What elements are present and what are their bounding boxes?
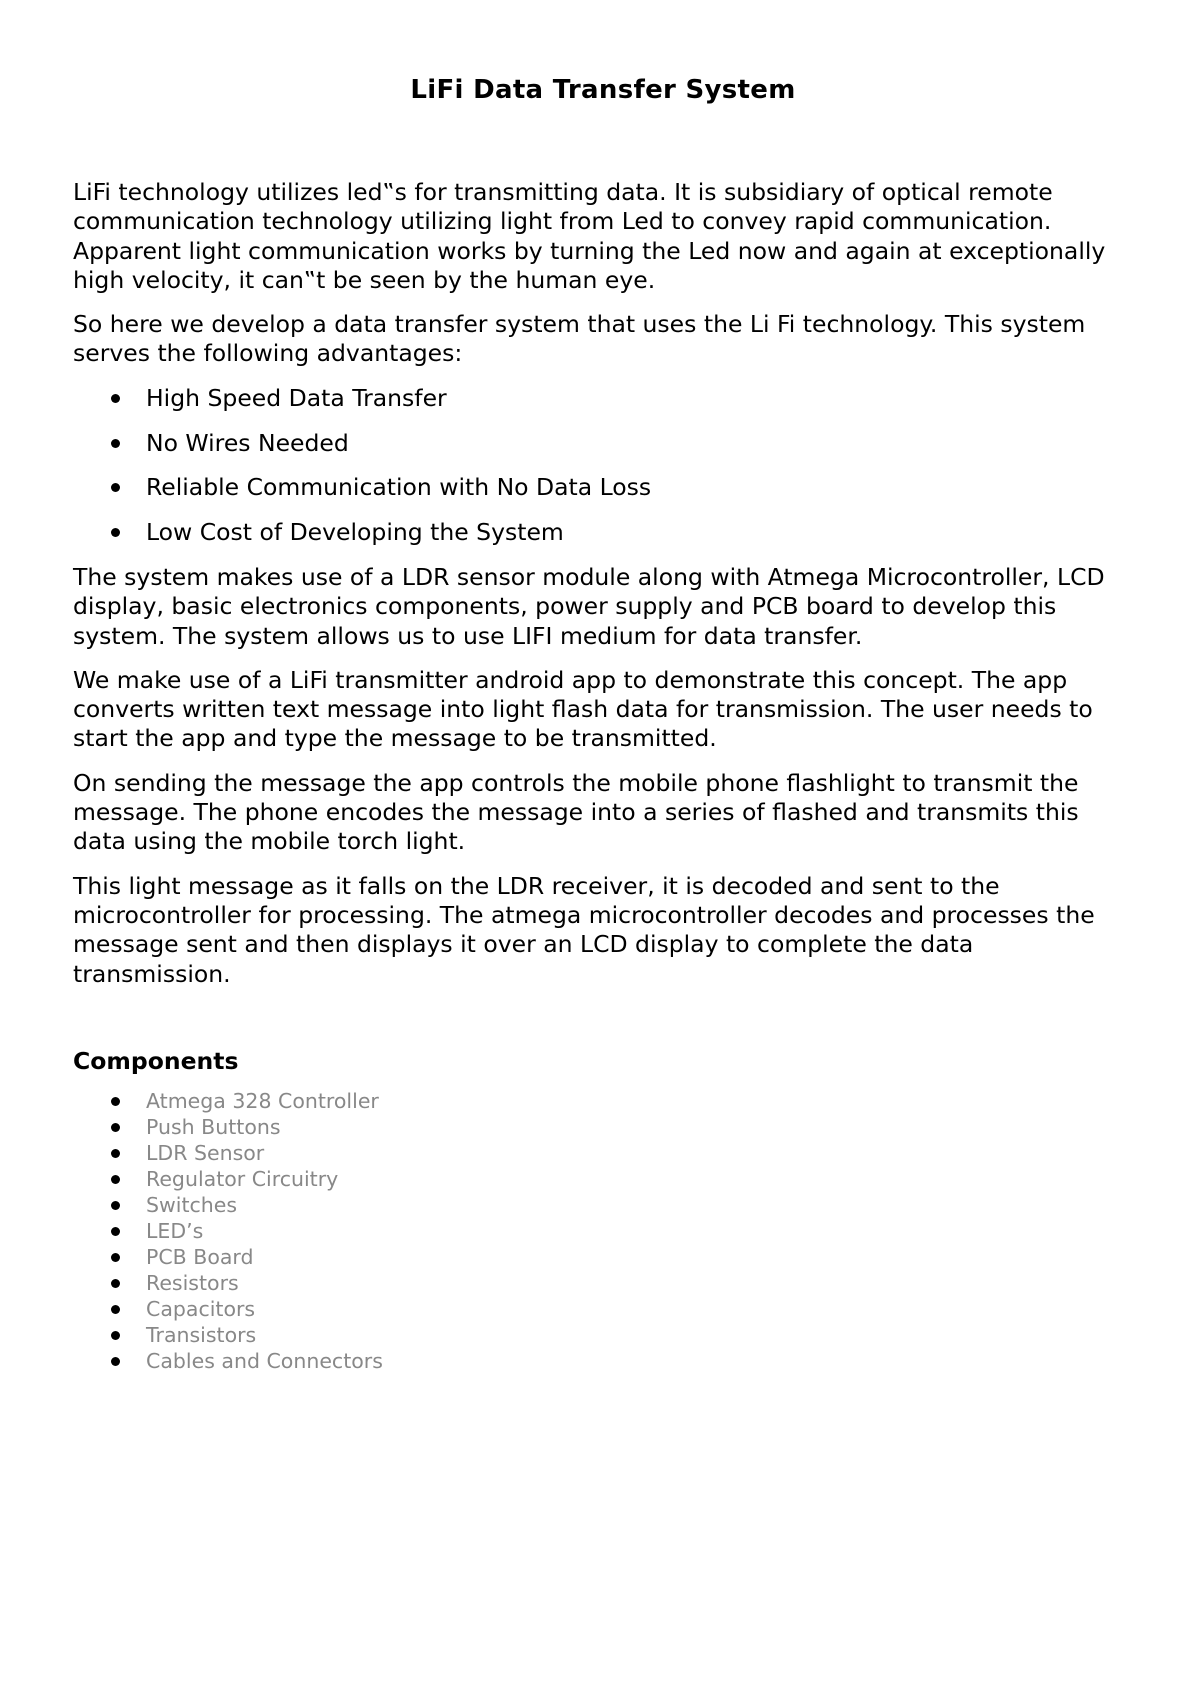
component-label: Transistors: [146, 1323, 257, 1348]
component-label: LED’s: [146, 1219, 204, 1244]
list-item: [73, 384, 1133, 413]
component-label: Regulator Circuitry: [146, 1167, 339, 1192]
bullet-icon: [111, 1279, 120, 1288]
intro-paragraph-2: So here we develop a data transfer system that uses the Li Fi technology. This system serves the following advantages:: [73, 310, 1086, 368]
advantages-list: [73, 384, 1133, 548]
bullet-icon: [111, 1305, 120, 1314]
advantage-label: Reliable Communication with No Data Loss: [146, 473, 652, 502]
intro-paragraph-1: LiFi technology utilizes led‟s for transmitting data. It is subsidiary of optical remote communication technology utilizing light from Led to convey rapid communication. Apparent light communication works by turning the Led now and again at exceptionally high velocity, it can‟t be seen by the human eye.: [73, 178, 1106, 294]
advantage-label: No Wires Needed: [146, 428, 349, 457]
bullet-icon: [111, 394, 120, 403]
list-item: [73, 1244, 1133, 1270]
bullet-icon: [111, 1357, 120, 1366]
bullet-icon: [111, 1175, 120, 1184]
bullet-icon: [111, 1201, 120, 1210]
bullet-icon: [111, 1149, 120, 1158]
component-label: Atmega 328 Controller: [146, 1089, 379, 1114]
bullet-icon: [111, 1123, 120, 1132]
component-label: LDR Sensor: [146, 1141, 265, 1166]
list-item: [73, 1140, 1133, 1166]
document-page: [73, 70, 1133, 1374]
bullet-icon: [111, 439, 120, 448]
list-item: [73, 1296, 1133, 1322]
bullet-icon: [111, 528, 120, 537]
body-paragraph-2: We make use of a LiFi transmitter android app to demonstrate this concept. The app converts written text message into light flash data for transmission. The user needs to start the app and type the message to be transmitted.: [73, 665, 1093, 753]
component-label: Switches: [146, 1193, 238, 1218]
body-paragraph-4: This light message as it falls on the LDR receiver, it is decoded and sent to the microcontroller for processing. The atmega microcontroller decodes and processes the message sent and then displays it over an LCD display to complete the data transmission.: [73, 871, 1095, 988]
bullet-icon: [111, 483, 120, 492]
component-label: PCB Board: [146, 1245, 254, 1270]
list-item: [73, 473, 1133, 502]
bullet-icon: [111, 1097, 120, 1106]
advantage-label: High Speed Data Transfer: [146, 383, 447, 412]
components-list: [73, 1088, 1133, 1374]
document-title: LiFi Data Transfer System: [410, 75, 796, 105]
list-item: [73, 1322, 1133, 1348]
body-paragraph-1: The system makes use of a LDR sensor module along with Atmega Microcontroller, LCD display, basic electronics components, power supply and PCB board to develop this system. The system allows us to use LIFI medium for data transfer.: [73, 562, 1105, 650]
component-label: Cables and Connectors: [146, 1349, 383, 1374]
list-item: [73, 1166, 1133, 1192]
component-label: Resistors: [146, 1271, 239, 1296]
bullet-icon: [111, 1253, 120, 1262]
list-item: [73, 1348, 1133, 1374]
bullet-icon: [111, 1227, 120, 1236]
list-item: [73, 1114, 1133, 1140]
components-heading: Components: [73, 1046, 239, 1075]
component-label: Push Buttons: [146, 1115, 281, 1140]
body-paragraph-3: On sending the message the app controls the mobile phone flashlight to transmit the message. The phone encodes the message into a series of flashed and transmits this data using the mobile torch light.: [73, 768, 1079, 856]
list-item: [73, 1088, 1133, 1114]
list-item: [73, 1192, 1133, 1218]
bullet-icon: [111, 1331, 120, 1340]
component-label: Capacitors: [146, 1297, 256, 1322]
advantage-label: Low Cost of Developing the System: [146, 518, 564, 547]
list-item: [73, 429, 1133, 458]
list-item: [73, 518, 1133, 547]
list-item: [73, 1270, 1133, 1296]
list-item: [73, 1218, 1133, 1244]
